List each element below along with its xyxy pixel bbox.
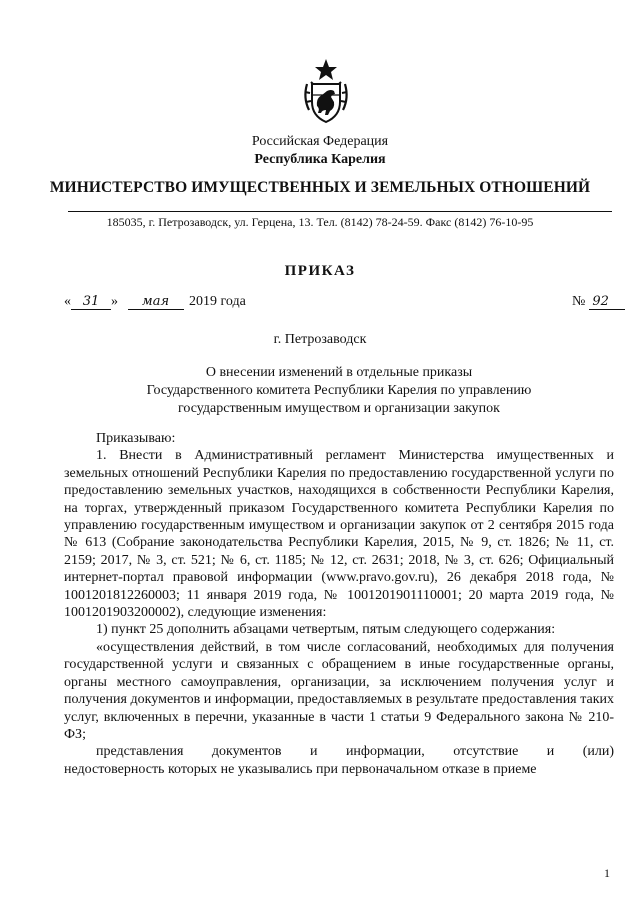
subject-line: Государственного комитета Республики Карелия по управлению — [146, 383, 532, 398]
order-intro: Приказываю: — [96, 431, 176, 446]
order-date — [64, 293, 246, 311]
order-subject — [64, 364, 614, 418]
header-divider — [68, 211, 612, 212]
date-month-handwritten: мая — [128, 295, 184, 310]
paragraph-quote-1: «осуществления действий, в том числе согласований, необходимых для получения государственной услуги и связанных с обращением в иные государственные органы, органы местного самоуправления, организации, за исключением получения услуг и получения документов и информации, предоставляемых в результате предоставления таких услуг, включенных в перечни, указанные в части 1 статьи 9 Федерального закона № 210-ФЗ; — [64, 639, 614, 742]
date-close-quote: » — [111, 294, 118, 309]
order-body — [64, 430, 614, 778]
number-prefix: № — [572, 294, 586, 309]
subject-line: государственным имуществом и организации закупок — [178, 401, 500, 416]
ministry-name: МИНИСТЕРСТВО ИМУЩЕСТВЕННЫХ И ЗЕМЕЛЬНЫХ ОТНОШЕНИЙ — [49, 179, 591, 196]
country-name: Российская Федерация — [251, 134, 389, 149]
subject-line: О внесении изменений в отдельные приказы — [205, 365, 473, 380]
paragraph-item-1: 1. Внести в Административный регламент Министерства имущественных и земельных отношений Республики Карелия по предоставлению государственной услуги по предоставлению земельных участков, находящихся в собственности Республики Карелия, на торгах, утвержденный приказом Государственного комитета Республики Карелия по управлению государственным имуществом и организации закупок от 2 сентября 2015 года № 613 (Собрание законодательства Республики Карелия, 2015, № 9, ст. 1826; № 11, ст. 2159; 2017, № 3, ст. 521; № 6, ст. 1185; № 12, ст. 2631; 2018, № 3, ст. 626; Официальный интернет-портал правовой информации (www.pravo.gov.ru), 26 декабря 2018 года, № 1001201812260003; 11 января 2019 года, № 1001201901110001; 20 марта 2019 года, № 1001201903200002), следующие изменения: — [64, 448, 614, 621]
paragraph-quote-2-tail: недостоверность которых не указывались при первоначальном отказе в приеме — [64, 761, 537, 777]
order-title: ПРИКАЗ — [284, 263, 356, 279]
order-city: г. Петрозаводск — [273, 332, 367, 347]
ministry-address: 185035, г. Петрозаводск, ул. Герцена, 13. Тел. (8142) 78-24-59. Факс (8142) 76-10-95 — [106, 215, 534, 229]
date-open-quote: « — [64, 294, 71, 309]
date-year: 2019 года — [189, 294, 246, 309]
republic-name: Республика Карелия — [254, 152, 386, 167]
page-number: 1 — [604, 866, 610, 880]
paragraph-quote-2: представления документов и информации, отсутствие и (или) — [96, 744, 614, 760]
coat-of-arms-icon — [301, 58, 351, 124]
order-number — [572, 293, 625, 311]
paragraph-subitem-1: 1) пункт 25 дополнить абзацами четвертым, пятым следующего содержания: — [96, 622, 556, 638]
date-day-handwritten: 31 — [71, 295, 111, 310]
number-handwritten: 92 — [589, 295, 625, 310]
